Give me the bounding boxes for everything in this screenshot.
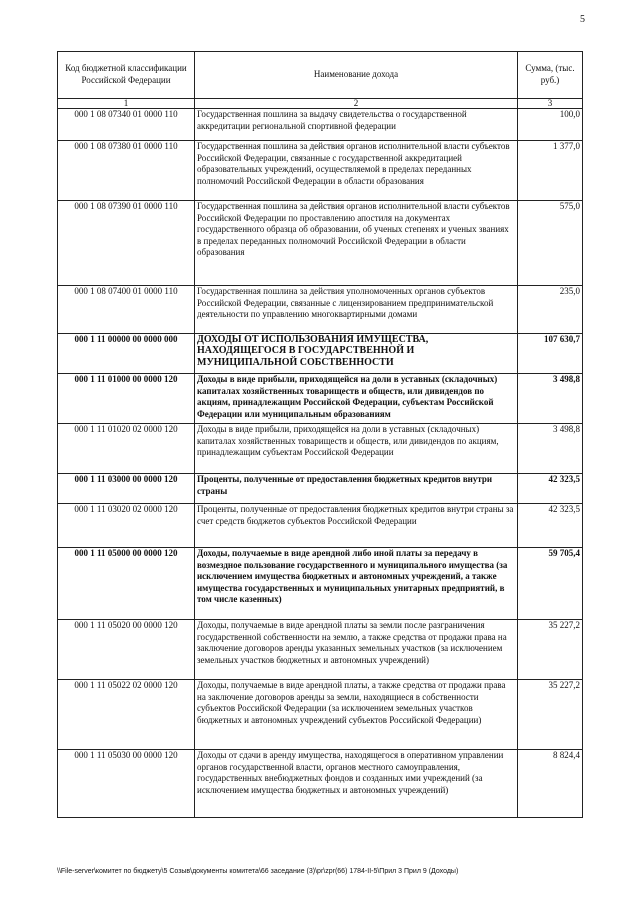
name-cell: Государственная пошлина за действия органов исполнительной власти субъектов Российской Федерации, связанные с государственной аккредитацией образовательных учреждений, осуществляемой в пределах переданных полномочий Российской Федерации в области образования <box>195 141 518 201</box>
sum-cell: 35 227,2 <box>518 620 583 680</box>
sum-cell: 8 824,4 <box>518 750 583 818</box>
sum-cell: 3 498,8 <box>518 374 583 424</box>
column-number-row <box>58 99 583 109</box>
table-row <box>58 141 583 201</box>
name-cell: Государственная пошлина за действия органов исполнительной власти субъектов Российской Федерации по проставлению апостиля на документах государственного образца об образовании, об ученых степенях и ученых званиях в пределах переданных полномочий Российской Федерации в области образования <box>195 201 518 286</box>
name-cell: ДОХОДЫ ОТ ИСПОЛЬЗОВАНИЯ ИМУЩЕСТВА, НАХОДЯЩЕГОСЯ В ГОСУДАРСТВЕННОЙ И МУНИЦИПАЛЬНОЙ СОБСТВЕННОСТИ <box>195 334 518 374</box>
code-cell: 000 1 11 00000 00 0000 000 <box>58 334 195 374</box>
code-cell: 000 1 11 01020 02 0000 120 <box>58 424 195 474</box>
code-cell: 000 1 08 07390 01 0000 110 <box>58 201 195 286</box>
table-row <box>58 680 583 750</box>
name-cell: Доходы, получаемые в виде арендной платы за земли после разграничения государственной собственности на землю, а также средства от продажи права на заключение договоров аренды указанных земельных участков (за исключением земельных участков бюджетных и автономных учреждений) <box>195 620 518 680</box>
table-row <box>58 750 583 818</box>
sum-cell: 3 498,8 <box>518 424 583 474</box>
code-cell: 000 1 11 05020 00 0000 120 <box>58 620 195 680</box>
table-row <box>58 286 583 334</box>
table-body <box>58 109 583 818</box>
table-row <box>58 504 583 548</box>
code-cell: 000 1 11 05030 00 0000 120 <box>58 750 195 818</box>
sum-cell: 1 377,0 <box>518 141 583 201</box>
code-cell: 000 1 08 07340 01 0000 110 <box>58 109 195 141</box>
code-cell: 000 1 11 03020 02 0000 120 <box>58 504 195 548</box>
column-number: 1 <box>58 99 195 109</box>
code-cell: 000 1 08 07380 01 0000 110 <box>58 141 195 201</box>
table-header-row <box>58 52 583 99</box>
name-cell: Доходы в виде прибыли, приходящейся на доли в уставных (складочных) капиталах хозяйственных товариществ и обществ, или дивидендов по акциям, принадлежащим субъектам Российской Федерации <box>195 424 518 474</box>
sum-cell: 59 705,4 <box>518 548 583 620</box>
name-cell: Государственная пошлина за выдачу свидетельства о государственной аккредитации региональной спортивной федерации <box>195 109 518 141</box>
table-row <box>58 109 583 141</box>
name-cell: Доходы, получаемые в виде арендной платы, а также средства от продажи права на заключение договоров аренды за земли, находящиеся в собственности субъектов Российской Федерации (за исключением земельных участков бюджетных и автономных учреждений субъектов Российской Федерации) <box>195 680 518 750</box>
header-name: Наименование дохода <box>195 52 518 99</box>
code-cell: 000 1 11 03000 00 0000 120 <box>58 474 195 504</box>
code-cell: 000 1 08 07400 01 0000 110 <box>58 286 195 334</box>
name-cell: Проценты, полученные от предоставления бюджетных кредитов внутри страны <box>195 474 518 504</box>
name-cell: Доходы, получаемые в виде арендной либо иной платы за передачу в возмездное пользование государственного и муниципального имущества (за исключением имущества бюджетных и автономных учреждений, а также имущества государственных и муниципальных унитарных предприятий, в том числе казенных) <box>195 548 518 620</box>
table-row <box>58 201 583 286</box>
sum-cell: 35 227,2 <box>518 680 583 750</box>
table-row <box>58 424 583 474</box>
name-cell: Проценты, полученные от предоставления бюджетных кредитов внутри страны за счет средств бюджетов субъектов Российской Федерации <box>195 504 518 548</box>
code-cell: 000 1 11 05022 02 0000 120 <box>58 680 195 750</box>
code-cell: 000 1 11 05000 00 0000 120 <box>58 548 195 620</box>
table-row <box>58 374 583 424</box>
budget-revenue-table <box>57 51 583 818</box>
code-cell: 000 1 11 01000 00 0000 120 <box>58 374 195 424</box>
sum-cell: 575,0 <box>518 201 583 286</box>
footer-file-path: \\File-server\комитет по бюджету\5 Созыв\документы комитета\66 заседание (3)\pr\zpr(66) 1784-II-5\Прил 3 Прил 9 (Доходы) <box>57 868 459 875</box>
table-row <box>58 474 583 504</box>
column-number: 2 <box>195 99 518 109</box>
table-row <box>58 620 583 680</box>
sum-cell: 100,0 <box>518 109 583 141</box>
table-row <box>58 334 583 374</box>
sum-cell: 235,0 <box>518 286 583 334</box>
name-cell: Доходы от сдачи в аренду имущества, находящегося в оперативном управлении органов государственной власти, органов местного самоуправления, государственных внебюджетных фондов и созданных ими учреждений (за исключением имущества бюджетных и автономных учреждений) <box>195 750 518 818</box>
name-cell: Доходы в виде прибыли, приходящейся на доли в уставных (складочных) капиталах хозяйственных товариществ и обществ, или дивидендов по акциям, принадлежащим Российской Федерации, субъектам Российской Федерации или муниципальным образованиям <box>195 374 518 424</box>
name-cell: Государственная пошлина за действия уполномоченных органов субъектов Российской Федерации, связанные с лицензированием предпринимательской деятельности по управлению многоквартирными домами <box>195 286 518 334</box>
header-sum: Сумма, (тыс. руб.) <box>518 52 583 99</box>
sum-cell: 42 323,5 <box>518 504 583 548</box>
table-row <box>58 548 583 620</box>
column-number: 3 <box>518 99 583 109</box>
sum-cell: 107 630,7 <box>518 334 583 374</box>
header-code: Код бюджетной классификации Российской Федерации <box>58 52 195 99</box>
page-number: 5 <box>580 14 585 25</box>
sum-cell: 42 323,5 <box>518 474 583 504</box>
